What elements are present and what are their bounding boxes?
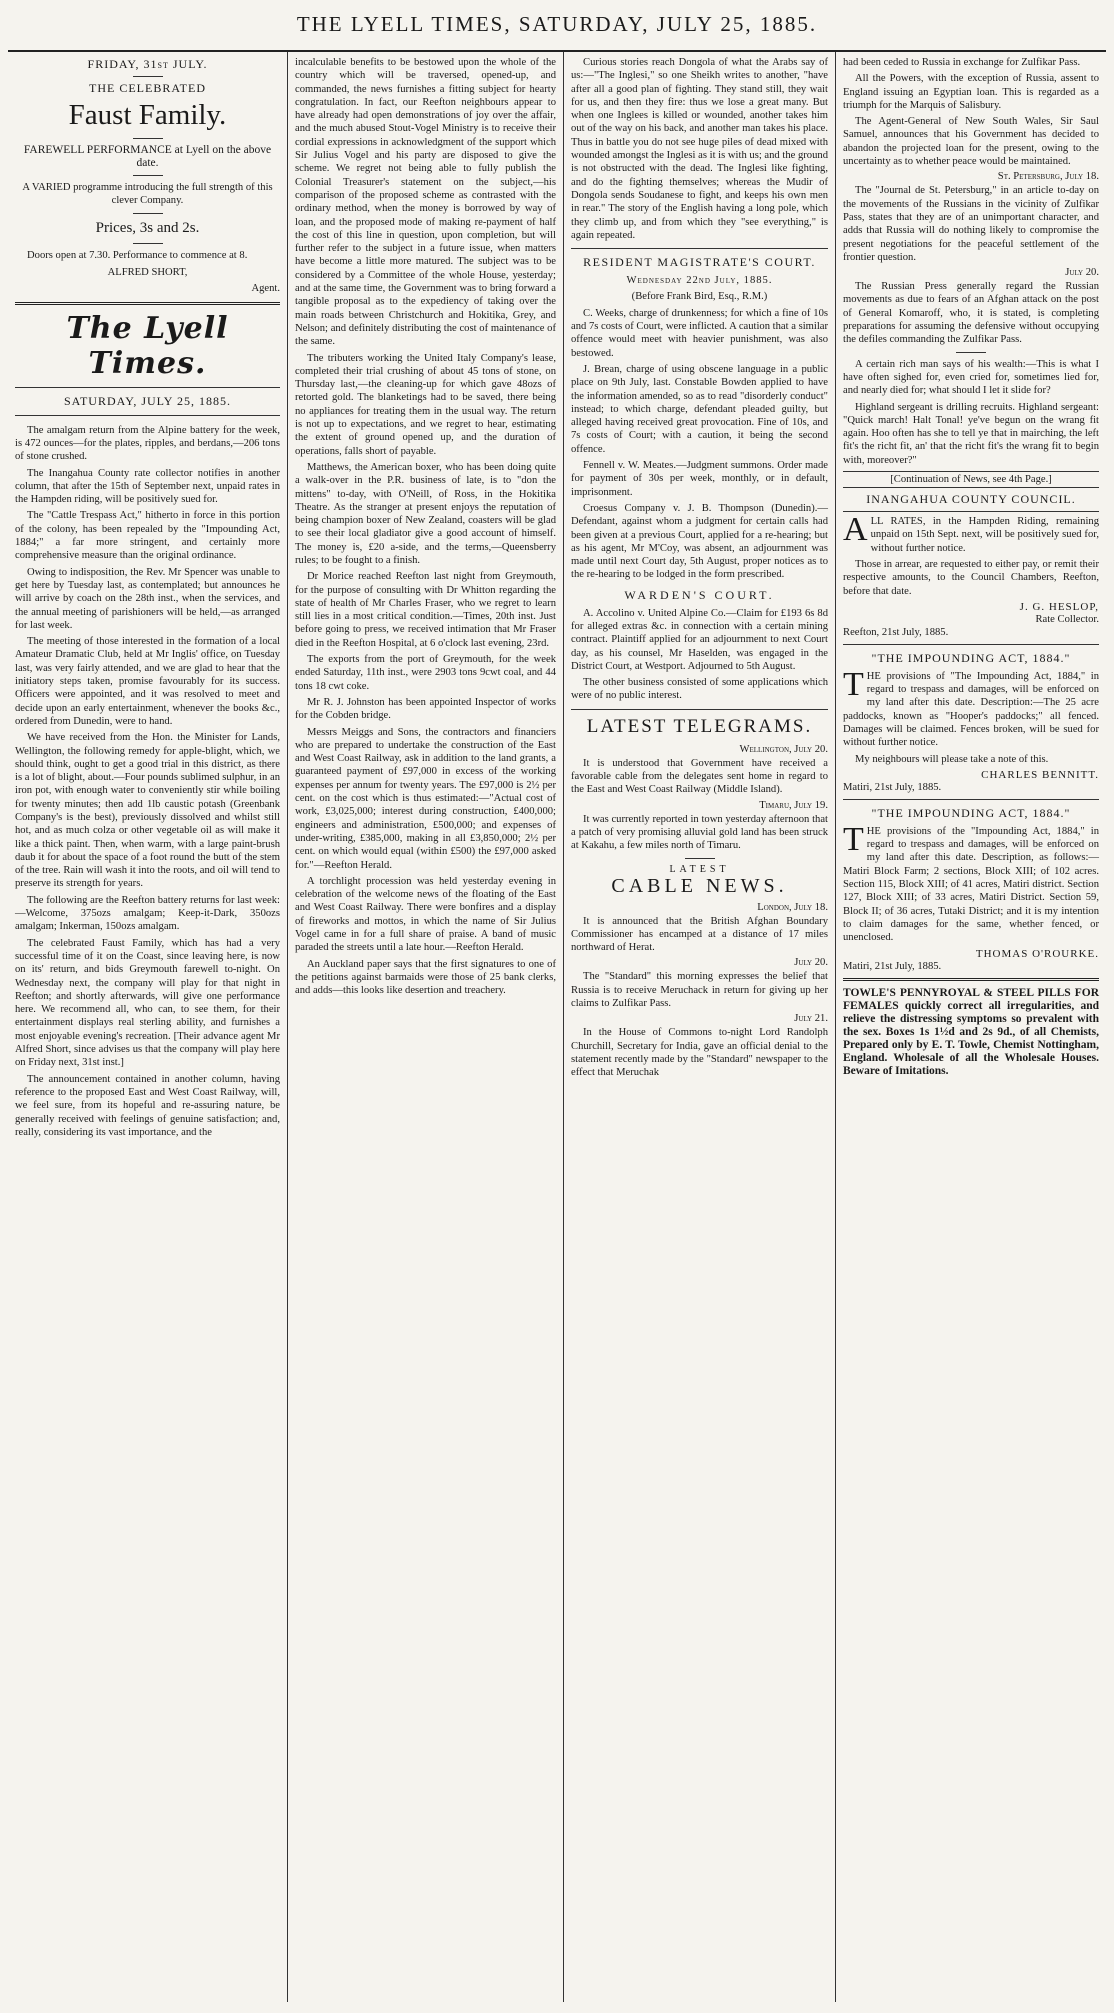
divider: [15, 415, 280, 416]
news-paragraph: The celebrated Faust Family, which has had a very successful time of it on the Coast, since leaving here, is now on its' return, and bids Greymouth farewell to-night. On Wednesday next, the company will play for that night in Reefton; and shortly afterwards, will give one performance here. We recommend all, who can, to see them, for their entertainment displays real sterling ability, and furnishes a most enjoyable evening's recreation. [Their advance agent Mr Alfred Short, since advises us that the company will play here on Friday next, 31st inst.]: [15, 937, 280, 1069]
cable-date: London, July 18.: [757, 901, 828, 913]
news-paragraph: The meeting of those interested in the formation of a local Amateur Dramatic Club, held at Mr Inglis' office, on Tuesday last, was very fairly attended, and we are glad to hear that the initiatory steps taken, promise favourably for its success. Officers were appointed, and it was resolved to meet and decide upon an early entertainment, whenever the books &c., ordered from Dunedin, were to hand.: [15, 636, 280, 727]
divider: [133, 243, 163, 244]
telegrams-heading: LATEST TELEGRAMS.: [586, 715, 813, 737]
divider: [133, 213, 163, 214]
cable-text: had been ceded to Russia in exchange for Zulfikar Pass.: [843, 57, 1081, 68]
column-1: [8, 52, 288, 2002]
wardens-heading: WARDEN'S COURT.: [624, 587, 775, 602]
impounding-signature: CHARLES BENNITT.: [981, 768, 1099, 781]
news-paragraph: We have received from the Hon. the Minister for Lands, Wellington, the following remedy for apple-blight, which, we should think, ought to get a good trial in this district, as there is a lot of blight, about.—Four pounds sublimed sulphur, in an iron pot, with enough water to conveniently stir while boiling for twenty minutes; then add 1lb caustic potash (Greenbank Company's is the best), previously dissolved and whilst still hot, and as much colza or other vegetable oil as will make it like a thick paint. Then, when warm, with a large paint-brush daub it for about the space of a foot round the butt of the stem of the tree. Rain will wash it into the roots, and oil will tend to preserve its strength for years.: [15, 732, 280, 890]
dropcap: T: [843, 820, 864, 858]
dropcap: A: [843, 511, 868, 549]
council-date: Reefton, 21st July, 1885.: [843, 626, 949, 638]
cable-heading-line1: LATEST: [669, 863, 730, 875]
telegram-text: It was currently reported in town yesterday afternoon that a patch of very promising alluvial gold land has been struck at Kakahu, a few miles north of Timaru.: [571, 813, 828, 852]
divider: [571, 709, 828, 710]
news-paragraph: Mr R. J. Johnston has been appointed Inspector of works for the Cobden bridge.: [295, 696, 556, 722]
impounding-heading: "THE IMPOUNDING ACT, 1884.": [871, 805, 1071, 820]
council-text: LL RATES, in the Hampden Riding, remaining unpaid on 15th Sept. next, will be positively sued for, without further notice.: [870, 516, 1099, 554]
cable-date: July 20.: [1065, 267, 1099, 279]
news-paragraph: The Inangahua County rate collector notifies in another column, that after the 15th of September next, unpaid rates in the Hampden riding, will be positively sued for.: [15, 467, 280, 506]
council-signature: J. G. HESLOP,: [1019, 600, 1099, 613]
news-paragraph: A torchlight procession was held yesterday evening in celebration of the welcome news of the floating of the East and West Coast Railway. There were bonfires and a display of fireworks and mottos, in which the name of Sir Julius Vogel came in for a full share of praise. A band of music paraded the streets until a late hour.—Reefton Herald.: [295, 875, 556, 954]
telegram-date: Wellington, July 20.: [739, 743, 828, 755]
cable-date: July 21.: [794, 1013, 828, 1025]
divider: [843, 978, 1099, 981]
impounding-signature: THOMAS O'ROURKE.: [975, 947, 1099, 960]
news-paragraph: The exports from the port of Greymouth, for the week ended Saturday, 11th inst., were 2903 tons 9cwt coal, and 44 tons 18 cwt coke.: [295, 654, 556, 692]
faust-agent-title: Agent.: [251, 283, 280, 295]
impounding-text: HE provisions of the "Impounding Act, 1884," in regard to trespass and damages, will be enforced on my land after this date. Description, as follows:—Matiri Block Farm; 2 sections, Block XIII; of 102 acres. Section 115, Block XIII; of 41 acres, Matiri district. Section 127, Block XIII; of 33 acres, Matiri District. Section 59, Block II; of 36 acres, Tutaki District; and it is my intention to claim damages for the same, whether fenced, or unenclosed.: [843, 825, 1099, 944]
cable-text: It is announced that the British Afghan Boundary Commissioner has encamped at a distance of 17 miles northward of Herat.: [571, 915, 828, 954]
towle-pills-advert: TOWLE'S PENNYROYAL & STEEL PILLS FOR FEMALES quickly correct all irregularities, and relieve the distressing symptoms so prevalent with the sex. Boxes 1s 1½d and 2s 9d., of all Chemists, Prepared only by E. T. Towle, Chemist Nottingham, England. Wholesale of all the Wholesale Houses. Beware of Imitations.: [843, 986, 1099, 1077]
news-paragraph: Matthews, the American boxer, who has been doing quite a walk-over in the P.R. business of late, is to "don the mittens" to-day, with O'Neill, of Ross, in the Hokitika Theatre. As the stranger at present enjoys the reputation of being champion boxer of New Zealand, coasters will be glad to see their local gladiator give a good account of himself. The money is, £20 a-side, and the terms,—Queensberry rules; to be fought to a finish.: [295, 461, 556, 566]
council-heading: INANGAHUA COUNTY COUNCIL.: [866, 492, 1076, 507]
court-paragraph: Fennell v. W. Meates.—Judgment summons. Order made for payment of 30s per week, monthly, or in default, imprisonment.: [571, 460, 828, 498]
news-paragraph: incalculable benefits to be bestowed upon the whole of the country which will be traversed, opened-up, and commanded, the news furnishes a fitting subject for hearty congratulation. In fact, our Reefton neighbours appear to have already had open demonstrations of joy over the affair, and the much abused Stout-Vogel Ministry is to receive their cordial expressions in acknowledgment of the support which Sir Julius Vogel and his party are disposed to give the scheme. We regret not being able to fully publish the Colonial Treasurer's statement on the subject,—his comparison of the proposed scheme as contrasted with the ordinary method, when the money is borrowed by way of loan, and the proposed mode of making re-payment of half the cost of this line in question, upon completion, but will further refer to the subject in a future issue, when matters have become a little more matured. The subject was to be considered by a Committee of the whole House, yesterday; and at the same time, the Government was to bring forward a tangible proposal as to the expediency of taking over the main roads between Christchurch and Hokitika, Grey, and Nelson; and definitely distributing the cost of maintenance of the same.: [295, 57, 556, 348]
misc-paragraph: Highland sergeant is drilling recruits. Highland sergeant: "Quick march! Halt Tonal! ye've begun on the wrang fit again. Hoo often has she to tell ye that in mairching, the left fit's the richt fit, an' that the richt fit's the wrang fit to begin with, moreover?": [843, 401, 1099, 466]
continuation-note: [Continuation of News, see 4th Page.]: [843, 471, 1099, 488]
impounding-date: Matiri, 21st July, 1885.: [843, 781, 942, 793]
cable-text: The "Journal de St. Petersburg," in an article to-day on the movements of the Russians in the vicinity of Zulfikar Pass, states that they are of an unimportant character, and adds that Russia will do nothing likely to compromise the present negotiations for the peaceful settlement of the frontier question.: [843, 185, 1099, 263]
impounding-heading: "THE IMPOUNDING ACT, 1884.": [871, 650, 1071, 665]
news-paragraph: The "Cattle Trespass Act," hitherto in force in this portion of the colony, has been repealed by the "Impounding Act, 1884;" a far more stringent, and certainly more comprehensive measure than the original ordinance.: [15, 510, 280, 562]
news-paragraph: Dr Morice reached Reefton last night from Greymouth, for the purpose of consulting with Dr Whitton regarding the state of health of Mr Charles Fraser, who we regret to learn still lies in a most critical condition.—Times, 20th inst. Just before going to press, we received intimation that Mr Fraser died in the Reefton Hospital, at 6 o'clock last evening, 23rd.: [295, 571, 556, 649]
council-text: Those in arrear, are requested to either pay, or remit their respective amounts, to the Council Chambers, Reefton, before that date.: [843, 558, 1099, 597]
news-paragraph: The announcement contained in another column, having reference to the proposed East and West Coast Railway, will, we feel sure, from its hopeful and re-assuring nature, be generally received with feelings of genuine satisfaction; and, really, considering its vast importance, and the: [15, 1073, 280, 1138]
divider: [15, 387, 280, 388]
court-date: Wednesday 22nd July, 1885.: [626, 275, 773, 287]
faust-doors: Doors open at 7.30. Performance to commence at 8.: [27, 249, 248, 261]
divider: [133, 76, 163, 77]
court-paragraph: A. Accolino v. United Alpine Co.—Claim for £193 6s 8d for alleged extras &c. in connection with a certain mining contract. Plaintiff applied for an adjournment to next Court day, as his counsel, Mr Haselden, was engaged in the District Court, at Westport. Adjourned to 5th August.: [571, 607, 828, 672]
faust-prices: Prices, 3s and 2s.: [95, 219, 200, 236]
telegram-text: It is understood that Government have received a favorable cable from the delegates sent home in regard to the East and West Coast Railway (Middle Island).: [571, 757, 828, 796]
column-4: [836, 52, 1106, 2002]
council-signature-title: Rate Collector.: [1035, 613, 1099, 625]
divider: [843, 511, 1099, 512]
faust-farewell: FAREWELL PERFORMANCE at Lyell on the above date.: [23, 143, 272, 169]
faust-varied: A VARIED programme introducing the full strength of this clever Company.: [22, 182, 273, 207]
faust-advert: [15, 52, 280, 296]
divider: [843, 799, 1099, 800]
impounding-text: HE provisions of "The Impounding Act, 1884," in regard to trespass and damages, will be enforced on my land after this date. Description:—The 25 acre paddocks, known as "Hooper's paddocks;" all fenced. Damages will be claimed. Fences broken, will be sued for without further notice.: [843, 670, 1099, 749]
column-3: [564, 52, 836, 2002]
masthead: THE LYELL TIMES, SATURDAY, JULY 25, 1885.: [8, 0, 1106, 52]
news-paragraph: The following are the Reefton battery returns for last week:—Welcome, 375ozs amalgam; Keep-it-Dark, 350ozs amalgam; Inkerman, 150ozs amalgam.: [15, 894, 280, 933]
court-paragraph: Croesus Company v. J. B. Thompson (Dunedin).—Defendant, against whom a judgment for certain calls had been given at a previous Court, applied for a re-hearing; but as his agent, Mr M'Coy, was absent, an adjournment was made until next Court day, 5th August, proper notices as to the re-hearing to be lodged in the form prescribed.: [571, 502, 828, 581]
newspaper-nameplate: The Lyell Times.: [66, 310, 229, 381]
cable-text: In the House of Commons to-night Lord Randolph Churchill, Secretary for India, gave an official denial to the statement recently made by the "Standard" newspaper to the effect that Meruchak: [571, 1027, 828, 1079]
news-paragraph: The tributers working the United Italy Company's lease, completed their trial crushing of about 45 tons of stone, on Thursday last,—the cleaning-up for which gave 48ozs of retorted gold. The blanketings had to be saved, there being no appliances for treating them in the usual way. The return is not up to expectations, and we regret to hear, estimating the extent of ground opened up, and the duration of operations, falls short of payable.: [295, 352, 556, 457]
divider: [571, 248, 828, 249]
cable-text: All the Powers, with the exception of Russia, assent to England issuing an Egyptian loan. This is regarded as a triumph for the Marquis of Salisbury.: [843, 73, 1099, 111]
divider: [843, 644, 1099, 645]
telegram-date: Timaru, July 19.: [759, 799, 828, 811]
court-paragraph: J. Brean, charge of using obscene language in a public place on 9th July, last. Constable Bowden applied to have the information amended, so as to read "disorderly conduct" instead; to which charge, defendant pleaded guilty, but alleged having received great provocation. Fine of 10s, and 7s costs of Court; with a caution, it being the second offence.: [571, 363, 828, 455]
cable-date: St. Petersburg, July 18.: [997, 171, 1099, 183]
divider: [15, 302, 280, 305]
divider: [133, 138, 163, 139]
court-before: (Before Frank Bird, Esq., R.M.): [631, 291, 768, 303]
divider: [956, 352, 986, 353]
cable-text: The "Standard" this morning expresses the belief that Russia is to receive Meruchack in return for giving up her claims to Zulfikar Pass.: [571, 971, 828, 1010]
council-notice: [843, 511, 1099, 638]
dropcap: T: [843, 665, 864, 703]
faust-agent-name: ALFRED SHORT,: [107, 267, 188, 279]
divider: [685, 858, 715, 859]
issue-dateline: SATURDAY, JULY 25, 1885.: [63, 393, 232, 408]
news-paragraph: An Auckland paper says that the first signatures to one of the petitions against barmaids were those of 25 bank clerks, and adds—this looks like desertion and treachery.: [295, 958, 556, 997]
column-2: [288, 52, 564, 2002]
divider: [133, 175, 163, 176]
misc-paragraph: A certain rich man says of his wealth:—This is what I have often sighed for, even cried for, sometimes lied for, and nearly died for; what should I let it slide for?: [843, 358, 1099, 397]
cable-heading: [571, 864, 828, 898]
cable-date: July 20.: [794, 957, 828, 969]
cable-text: The Russian Press generally regard the Russian movements as due to fears of an Afghan attack on the post of General Komaroff, who, it is stated, is completing preparations for assuming the defensive without occupying the defiles commanding the Zulfikar Pass.: [843, 281, 1099, 346]
impounding-notice: [843, 665, 1099, 793]
columns: [8, 52, 1106, 2002]
court-paragraph: The other business consisted of some applications which were of no public interest.: [571, 677, 828, 702]
faust-date: FRIDAY, 31st JULY.: [87, 57, 208, 71]
impounding-note: My neighbours will please take a note of this.: [855, 753, 1049, 765]
court-heading: RESIDENT MAGISTRATE'S COURT.: [583, 255, 816, 270]
court-paragraph: C. Weeks, charge of drunkenness; for which a fine of 10s and 7s costs of Court, were inflicted. A caution that a similar offence would meet with heavier punishment, was also bestowed.: [571, 307, 828, 359]
cable-heading-line2: CABLE NEWS.: [611, 874, 788, 897]
news-paragraph: The amalgam return from the Alpine battery for the week, is 472 ounces—for the plates, ripples, and berdans,—206 tons of stone crushed.: [15, 424, 280, 463]
impounding-notice: [843, 820, 1099, 972]
faust-title: Faust Family.: [68, 98, 227, 131]
news-paragraph: Owing to indisposition, the Rev. Mr Spencer was unable to get here by Tuesday last, as contemplated; but announces he will arrive by coach on the 28th inst., when the services, and the annual meeting of parishioners will be held,—as arranged for last week.: [15, 566, 280, 631]
impounding-date: Matiri, 21st July, 1885.: [843, 960, 942, 972]
cable-text: The Agent-General of New South Wales, Sir Saul Samuel, announces that his Government has decided to abandon the projected loan for the present, owing to the uncertainty as to whether peace would be maintained.: [843, 116, 1099, 168]
faust-celebrated: THE CELEBRATED: [89, 81, 206, 96]
news-paragraph: Curious stories reach Dongola of what the Arabs say of us:—"The Inglesi," so one Sheikh writes to another, "have after all a good plan of fighting. They stand still, they wait for us, and then they fire: thus we lose a great many. But when one Inglees is killed or wounded, another takes him out of the way on his back, and another man takes his place. Thus in battle you do not see huge piles of dead mixed with wounded amongst the Inglesi as it is with us; and the ground is not obstructed with the dead. The Inglesi like fighting, and do the fighting themselves; whereas the Mudir of Dongola sends Soudanese to fight, and keeps his own men in rear." The story of the English having a long pole, which they climb up, and from which they "see everything," is again repeated.: [571, 57, 828, 241]
news-paragraph: Messrs Meiggs and Sons, the contractors and financiers who are prepared to undertake the construction of the East and West Coast Railway, ask in addition to the land grants, a guaranteed payment of £97,000 in excess of the working expenses per annum for twenty years. The £97,000 is 2½ per cent. on the cost which is thus estimated:—"Actual cost of work, £3,025,000; interest during construction, £400,000; engineers and administration, £500,000; and expenses of under-writing, £385,000, making in all £3,850,000; 2½ per cent. on which would equal (within £500) the £97,000 asked for."—Reefton Herald.: [295, 726, 556, 871]
